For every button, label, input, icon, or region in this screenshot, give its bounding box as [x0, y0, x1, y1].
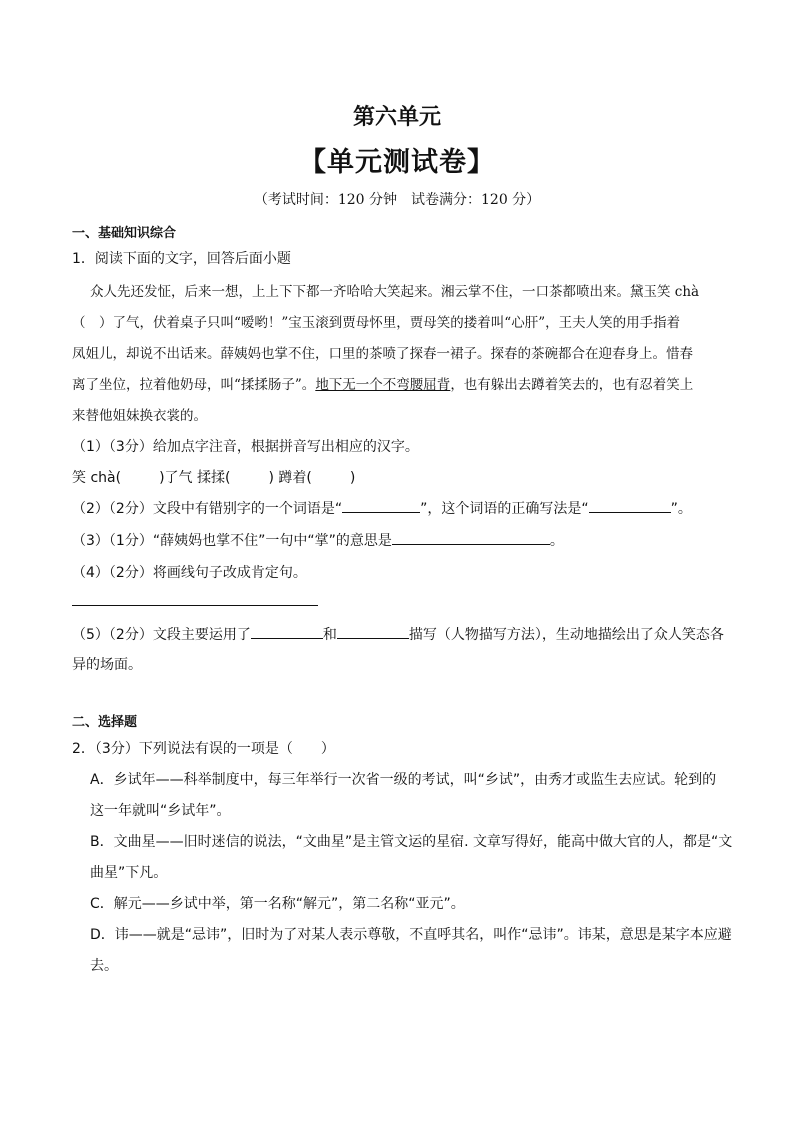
fill-label: 笑 chà(	[72, 470, 122, 486]
sub-question-4: （4）（2分）将画线句子改成肯定句。	[72, 565, 307, 581]
option-d[interactable]: D．讳——就是“忌讳”，旧时为了对某人表示尊敬，不直呼其名，叫作“忌讳”。讳某，意思是某字本应避	[90, 927, 732, 943]
question-text: 和	[322, 627, 337, 643]
answer-blank[interactable]	[251, 624, 323, 639]
fill-label: 蹲着(	[278, 470, 312, 486]
question-text: ”。	[670, 501, 692, 517]
option-a[interactable]: A．乡试年——科举制度中，每三年举行一次省一级的考试，叫“乡试”，由秀才或监生去应试。轮到的	[90, 772, 717, 788]
section-heading-basic: 一、基础知识综合	[72, 226, 177, 241]
passage-line-4	[72, 373, 732, 393]
underlined-sentence: 地下无一个不弯腰屈背	[315, 377, 451, 393]
exam-info: （考试时间：120 分钟 试卷满分：120 分）	[253, 192, 541, 208]
fill-label: 揉揉(	[196, 470, 231, 486]
fill-label: )	[349, 470, 356, 486]
option-a-cont: 这一年就叫“乡试年”。	[90, 803, 231, 819]
question-text: （2）（2分）文段中有错别字的一个词语是“	[72, 501, 343, 517]
answer-blank[interactable]	[392, 530, 550, 545]
question-text: ”，这个词语的正确写法是“	[420, 501, 589, 517]
question-text: （5）（2分）文段主要运用了	[72, 627, 251, 643]
sub-question-3	[72, 530, 732, 550]
option-d-cont: 去。	[90, 958, 118, 974]
sub-question-5	[72, 624, 732, 644]
question-text: 。	[549, 533, 564, 549]
passage-line-1: 众人先还发怔，后来一想，上上下下都一齐哈哈大笑起来。湘云掌不住，一口茶都喷出来。黛玉笑 chà	[90, 284, 700, 300]
answer-blank[interactable]	[342, 498, 420, 513]
option-b-cont: 曲星”下凡。	[90, 865, 168, 881]
unit-title: 第六单元	[352, 105, 441, 130]
question-1-stem: 1．阅读下面的文字，回答后面小题	[72, 251, 291, 267]
passage-text: ，也有躲出去蹲着笑去的，也有忍着笑上	[450, 377, 694, 393]
sub-question-1-fill	[72, 467, 732, 487]
passage-line-3: 凤姐儿，却说不出话来。薛姨妈也掌不住，口里的茶喷了探春一裙子。探春的茶碗都合在迎春身上。惜春	[72, 346, 693, 362]
question-text: （3）（1分）“薛姨妈也掌不住”一句中“掌”的意思是	[72, 533, 392, 549]
test-title: 【单元测试卷】	[299, 147, 495, 178]
answer-line[interactable]	[72, 605, 318, 606]
answer-blank[interactable]	[337, 624, 409, 639]
question-2-stem: 2．（3分）下列说法有误的一项是（ ）	[72, 741, 335, 757]
question-text: 描写（人物描写方法），生动地描绘出了众人笑态各	[408, 627, 724, 643]
passage-line-2: （ ）了气，伏着桌子只叫“嗳哟！”宝玉滚到贾母怀里，贾母笑的搂着叫“心肝”，王夫人笑的用手指着	[72, 315, 681, 331]
option-b[interactable]: B．文曲星——旧时迷信的说法，“文曲星”是主管文运的星宿. 文章写得好，能高中做大官的人，都是“文	[90, 834, 733, 850]
answer-blank[interactable]	[589, 498, 671, 513]
passage-text: 离了坐位，拉着他奶母，叫“揉揉肠子”。	[72, 377, 316, 393]
section-heading-choice: 二、选择题	[72, 715, 138, 730]
sub-question-2	[72, 498, 732, 518]
passage-line-5: 来替他姐妹换衣裳的。	[72, 408, 207, 424]
sub-question-1: （1）（3分）给加点字注音，根据拼音写出相应的汉字。	[72, 439, 419, 455]
fill-label: )	[268, 470, 274, 486]
option-c[interactable]: C．解元——乡试中举，第一名称“解元”，第二名称“亚元”。	[90, 896, 465, 912]
fill-label: )了气	[159, 470, 193, 486]
sub-question-5-cont: 异的场面。	[72, 657, 142, 673]
